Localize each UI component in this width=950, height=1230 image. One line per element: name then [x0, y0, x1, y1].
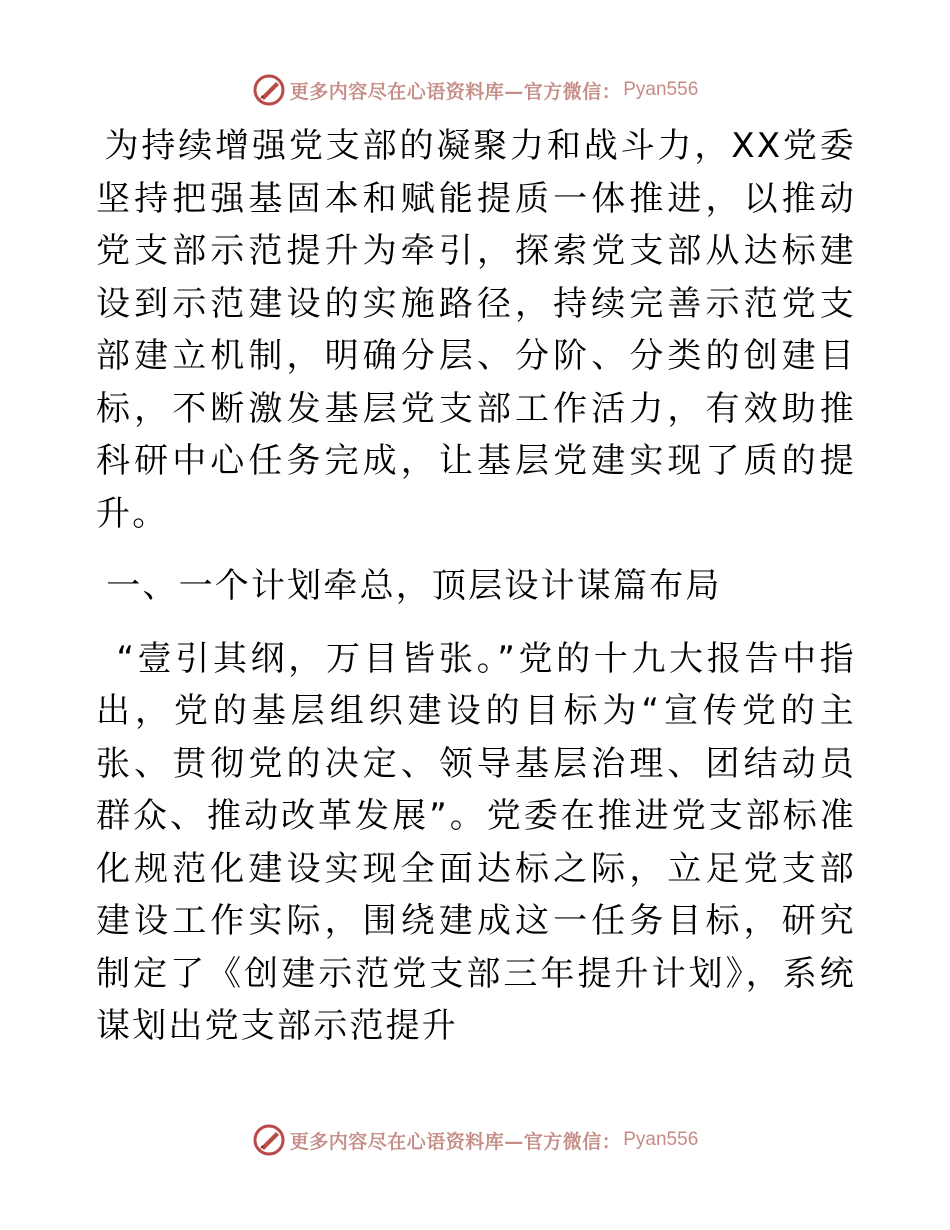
body-paragraph-1: 为持续增强党支部的凝聚力和战斗力，XX党委坚持把强基固本和赋能提质一体推进，以推动党支部示范提升为牵引，探索党支部从达标建设到示范建设的实施路径，持续完善示范党支部建立机制，明确分层、分阶、分类的创建目标，不断激发基层党支部工作活力，有效助推科研中心任务完成，让基层党建实现了质的提升。 [96, 126, 856, 534]
watermark-text: 更多内容尽在心语资料库—官方微信： [289, 80, 622, 103]
section-heading-1: 一、一个计划牵总，顶层设计谋篇布局 [106, 566, 722, 606]
watermark-wechat-id: Pyan556 [623, 79, 699, 100]
watermark-wechat-id: Pyan556 [623, 1129, 699, 1150]
body-paragraph-2: “壹引其纲，万目皆张。”党的十九大报告中指出，党的基层组织建设的目标为“宣传党的主张、贯彻党的决定、领导基层治理、团结动员群众、推动改革发展”。党委在推进党支部标准化规范化建设实现全面达标之际，立足党支部建设工作实际，围绕建成这一任务目标，研究制定了《创建示范党支部三年提升计划》，系统谋划出党支部示范提升 [96, 638, 856, 1046]
watermark-text: 更多内容尽在心语资料库—官方微信： [289, 1130, 622, 1153]
brand-logo-icon [252, 1123, 286, 1157]
header-watermark [0, 70, 950, 110]
brand-logo-icon [252, 73, 286, 107]
footer-watermark [0, 1120, 950, 1160]
document-body [96, 120, 856, 1053]
